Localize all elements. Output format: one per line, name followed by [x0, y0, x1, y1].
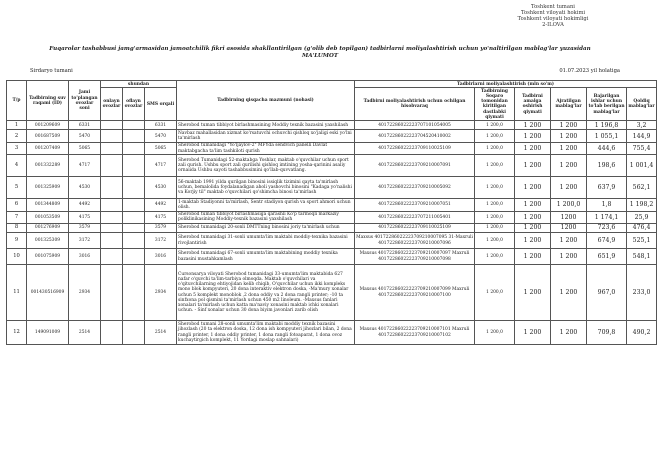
row-cost-cell: 1 200,0 [475, 177, 515, 199]
row-total-votes-cell: 5470 [69, 130, 101, 142]
row-remaining-cell: 1 001,4 [627, 155, 657, 177]
row-cost-cell: 1 200,0 [475, 224, 515, 233]
corner-line: 2-ILOVA [542, 22, 564, 28]
district-label: Sirdaryo tumani [30, 68, 73, 74]
table-row [7, 155, 657, 177]
row-number-cell: 8 [7, 224, 27, 233]
row-offline-cell [123, 177, 145, 199]
row-cost-cell: 1 200,0 [475, 211, 515, 223]
header-id: Tadbirning suv raqami (ID) [27, 81, 69, 121]
row-online-cell [101, 155, 123, 177]
row-description-cell: 1-maktab Stadiyonni ta'mirlash, Sentr stadiyon qurish va sport ahmori uchun olish. [177, 199, 355, 211]
row-total-votes-cell: 5065 [69, 142, 101, 154]
title-line: Fuqarolar tashabbusi jamg'armasidan jamoatchilik fikri asosida shakllantirilgan (g'olib deb topilgan) tadbirlarni moliyalashtirish uchun yo'naltirilgan mablag'lar yuzasidan [49, 46, 591, 52]
table-row [7, 321, 657, 345]
row-online-cell [101, 130, 123, 142]
row-sms-cell: 2934 [145, 265, 177, 321]
header-online: onlayn ovozlar [101, 88, 123, 121]
row-remaining-cell: 490,2 [627, 321, 657, 345]
row-id-cell: 001075909 [27, 249, 69, 265]
row-total-votes-cell: 4717 [69, 155, 101, 177]
row-number-cell: 12 [7, 321, 27, 345]
row-remaining-cell: 548,1 [627, 249, 657, 265]
row-total-votes-cell: 2514 [69, 321, 101, 345]
header-remaining: Qoldiq mablag'lar [627, 88, 657, 121]
row-used-cell: 637,9 [587, 177, 627, 199]
row-transferred-cell: 1 200 [551, 321, 587, 345]
row-allocated-cell: 1 200 [515, 130, 551, 142]
document-title [40, 46, 600, 60]
row-online-cell [101, 249, 123, 265]
row-allocated-cell: 1 200 [515, 211, 551, 223]
row-description-cell: Sherobod tuman tibbiyot birlashmasiga qarashli Ko'p tarmoqli markaziy poliklinikasining Moddiy-texnik bazasini yaxshilash [177, 211, 355, 223]
row-used-cell: 1 174,1 [587, 211, 627, 223]
table-row [7, 130, 657, 142]
corner-line: Toshkent viloyati hokimi [520, 10, 586, 16]
row-sms-cell: 3016 [145, 249, 177, 265]
row-number-cell: 11 [7, 265, 27, 321]
row-total-votes-cell: 4175 [69, 211, 101, 223]
row-offline-cell [123, 199, 145, 211]
header-allocated: Tadbirni amalga oshirish qiymati [515, 88, 551, 121]
row-description-cell: Sherobod tumani 28-sonli umumta'lim maktabi moddiy texnik bazasini jihozlash (20 ta elektron doska, 12 dona ish kompyuteri jihozlari bilan, 2 dona rangli printer, 1 dona oddiy printer, 1 dona rangli fotoaparat, 1 dona ovoz kuchaytirgich komplekt, 11 Yordagi moslap sahnalari) [177, 321, 355, 345]
table-row [7, 121, 657, 130]
row-allocated-cell: 1 200 [515, 199, 551, 211]
row-offline-cell [123, 142, 145, 154]
table-row [7, 249, 657, 265]
row-number-cell: 6 [7, 199, 27, 211]
row-remaining-cell: 1 198,2 [627, 199, 657, 211]
row-id-cell: 001053509 [27, 211, 69, 223]
row-offline-cell [123, 321, 145, 345]
row-account-cell: 40172286022223704520410002 [355, 130, 475, 142]
row-number-cell: 7 [7, 211, 27, 223]
row-offline-cell [123, 155, 145, 177]
row-online-cell [101, 265, 123, 321]
row-account-cell: 40172286022223709210007051 [355, 199, 475, 211]
row-total-votes-cell: 3016 [69, 249, 101, 265]
header-no: T/p [7, 81, 27, 121]
row-id-cell: 001332289 [27, 155, 69, 177]
row-id-cell: 001207409 [27, 142, 69, 154]
row-used-cell: 674,9 [587, 233, 627, 249]
row-id-cell: 001325909 [27, 177, 69, 199]
row-used-cell: 709,8 [587, 321, 627, 345]
row-id-cell: 001209609 [27, 121, 69, 130]
row-id-cell: 001687509 [27, 130, 69, 142]
row-sms-cell: 4530 [145, 177, 177, 199]
row-number-cell: 5 [7, 177, 27, 199]
row-offline-cell [123, 265, 145, 321]
row-account-cell: Maxsus 40172286022223709210007097 Maxruli 40172286022223709210007098 [355, 249, 475, 265]
row-offline-cell [123, 224, 145, 233]
row-description-cell: Sherobod tumanidagi 67-sonli umumta'lim maktabining moddiy texnika bazasini mustahkamlash [177, 249, 355, 265]
row-used-cell: 967,0 [587, 265, 627, 321]
row-account-cell: 40172286022223709110025109 [355, 224, 475, 233]
row-sms-cell: 5065 [145, 142, 177, 154]
row-offline-cell [123, 121, 145, 130]
row-transferred-cell: 1 200 [551, 130, 587, 142]
row-account-cell: 40172286022223709210005092 [355, 177, 475, 199]
table-row [7, 224, 657, 233]
row-sms-cell: 4492 [145, 199, 177, 211]
header-sms: SMS orqali [145, 88, 177, 121]
row-id-cell: 001430516909 [27, 265, 69, 321]
row-cost-cell: 1 200,0 [475, 249, 515, 265]
row-online-cell [101, 142, 123, 154]
row-id-cell: 149091009 [27, 321, 69, 345]
header-funding-group: Tadbirlarni moliyalashtirish (mln so'm) [355, 81, 657, 88]
row-remaining-cell: 233,0 [627, 265, 657, 321]
row-remaining-cell: 25,9 [627, 211, 657, 223]
header-account: Tadbirni moliyalashtirish uchun ochilgan hisobvaraq [355, 88, 475, 121]
row-cost-cell: 1 200,0 [475, 321, 515, 345]
row-description-cell: Sherobod tumanidagi "Yo'ljaylov-2" MFYda sendvich panelli Davlat maktabgacha ta'lim tashkiloti qurish [177, 142, 355, 154]
row-total-votes-cell: 6331 [69, 121, 101, 130]
row-sms-cell: 3172 [145, 233, 177, 249]
row-remaining-cell: 562,1 [627, 177, 657, 199]
table-row [7, 233, 657, 249]
row-used-cell: 1 055,1 [587, 130, 627, 142]
row-remaining-cell: 525,1 [627, 233, 657, 249]
row-offline-cell [123, 249, 145, 265]
row-sms-cell: 6331 [145, 121, 177, 130]
table-row [7, 177, 657, 199]
row-total-votes-cell: 4530 [69, 177, 101, 199]
row-offline-cell [123, 130, 145, 142]
row-used-cell: 651,9 [587, 249, 627, 265]
row-sms-cell: 2514 [145, 321, 177, 345]
row-remaining-cell: 144,9 [627, 130, 657, 142]
row-online-cell [101, 224, 123, 233]
row-allocated-cell: 1 200 [515, 249, 551, 265]
header-offline: oflayn ovozlar [123, 88, 145, 121]
row-sms-cell: 3579 [145, 224, 177, 233]
row-transferred-cell: 1 200 [551, 142, 587, 154]
row-description-cell: Sherobod tumanidagi 31-sonli umumta'lim maktabi moddiy-texnika bazasini rivojlantirish [177, 233, 355, 249]
row-total-votes-cell: 4492 [69, 199, 101, 211]
header-cost: Tadbirning Soqaro tomonidan kiritilgan dastlabki qiymati [475, 88, 515, 121]
row-number-cell: 2 [7, 130, 27, 142]
row-remaining-cell: 476,4 [627, 224, 657, 233]
row-account-cell: Maxsus 40172286022223709210007101 Maxruli 40172286022223709210007102 [355, 321, 475, 345]
row-cost-cell: 1 200,0 [475, 142, 515, 154]
row-allocated-cell: 1 200 [515, 177, 551, 199]
row-transferred-cell: 1200 [551, 224, 587, 233]
title-subline: MA'LUMOT [302, 53, 338, 59]
row-online-cell [101, 233, 123, 249]
row-online-cell [101, 321, 123, 345]
header-shundan: shundan [101, 81, 177, 88]
row-description-cell: Sherobod tuman tibbiyot birlashmasining Moddiy texnik bazasini yaxshilash [177, 121, 355, 130]
corner-line: Toshkent viloyati hokimligi [517, 16, 589, 22]
row-number-cell: 1 [7, 121, 27, 130]
header-total-votes: Jami to'plangan ovozlar soni [69, 81, 101, 121]
row-account-cell: Maxsus 40172286022223709210007099 Maxruli 40172286022223709210007100 [355, 265, 475, 321]
row-cost-cell: 1 200,0 [475, 155, 515, 177]
row-total-votes-cell: 3579 [69, 224, 101, 233]
row-online-cell [101, 199, 123, 211]
row-id-cell: 001344809 [27, 199, 69, 211]
row-account-cell: 40172286022223707211005401 [355, 211, 475, 223]
row-description-cell: Navbaz mahallasidan xizmat ko'rsatuvchi ochuvchi qishloq xo'jaligi eski yo'lni ta'mirlash [177, 130, 355, 142]
row-cost-cell: 1 200,0 [475, 199, 515, 211]
row-online-cell [101, 121, 123, 130]
row-allocated-cell: 1 200 [515, 224, 551, 233]
row-remaining-cell: 3,2 [627, 121, 657, 130]
row-total-votes-cell: 2934 [69, 265, 101, 321]
row-offline-cell [123, 211, 145, 223]
row-number-cell: 3 [7, 142, 27, 154]
funding-table [6, 80, 657, 345]
row-transferred-cell: 1 200 [551, 155, 587, 177]
row-cost-cell: 1 200,0 [475, 233, 515, 249]
row-cost-cell: 1 200,0 [475, 265, 515, 321]
row-used-cell: 1 196,8 [587, 121, 627, 130]
header-transferred: Ajratilgan mablag'lar [551, 88, 587, 121]
corner-line: Toshkent tumani [531, 4, 575, 10]
row-total-votes-cell: 3172 [69, 233, 101, 249]
row-allocated-cell: 1 200 [515, 321, 551, 345]
table-row [7, 199, 657, 211]
row-transferred-cell: 1 200 [551, 177, 587, 199]
row-allocated-cell: 1 200 [515, 233, 551, 249]
row-online-cell [101, 211, 123, 223]
row-transferred-cell: 1 200 [551, 233, 587, 249]
row-used-cell: 198,6 [587, 155, 627, 177]
row-cost-cell: 1 200,0 [475, 130, 515, 142]
table-row [7, 211, 657, 223]
row-used-cell: 1,8 [587, 199, 627, 211]
row-account-cell: Maxsus 40172286022223709210007095 31-Maxruli 40172286022223709210007096 [355, 233, 475, 249]
row-sms-cell: 4717 [145, 155, 177, 177]
row-allocated-cell: 1 200 [515, 155, 551, 177]
corner-note [478, 4, 628, 28]
row-used-cell: 723,6 [587, 224, 627, 233]
row-transferred-cell: 1 200,0 [551, 199, 587, 211]
table-row [7, 265, 657, 321]
row-cost-cell: 1 200,0 [475, 121, 515, 130]
row-number-cell: 4 [7, 155, 27, 177]
header-description: Tadbirning qisqacha mazmuni (nohasi) [177, 81, 355, 121]
row-account-cell: 40172286022223707101054005 [355, 121, 475, 130]
row-online-cell [101, 177, 123, 199]
table-row [7, 142, 657, 154]
row-description-cell: 56-maktab 1991 yilda qurilgan binosini issiqlik tizimini qayta ta'mirlash uchun, bemalolida foydalanadigan aholi yashovchi binosini "Kadaga yo'nalishi va Korjiy til" maktab o'quvchilari qo'shimcha binosi ta'mirlash [177, 177, 355, 199]
row-allocated-cell: 1 200 [515, 121, 551, 130]
row-transferred-cell: 1 200 [551, 249, 587, 265]
row-number-cell: 10 [7, 249, 27, 265]
row-description-cell: Sherobod tumanidagi 20-sonli DMTTning binosini joriy ta'mirlash uchun [177, 224, 355, 233]
row-account-cell: 40172286022223709210007091 [355, 155, 475, 177]
row-description-cell: Cursonsarya viloyati Sherobod tumanidagi 33-umumta'lim maktabida 627 nafar o'quvchi ta'lim-tarbiya olmoqda. Maktab o'quvchilari va o'qituvchilarning ehtiyojidan kelib chiqib, O'quvchilar uchun ikki kompleks mono blok kompyuteri, 20 dona interaktiv elektron doska, -Ma'mury xonalar uchun 5 komplekt monoblok ,2 dona oddiy va 2 dona rangli printer; -10 ta sinfxona pol qismini ta'mirlash uchun 450 m2 linoleum. -Maxsus fanlari xonalari ta'mirlash uchun katta ma'naviy xonasini maktab ichki xonalari uchun. - Sinf xonalar uchun 30 dona biyim javonlari zarib olish [177, 265, 355, 321]
row-offline-cell [123, 233, 145, 249]
row-number-cell: 9 [7, 233, 27, 249]
row-id-cell: 001325309 [27, 233, 69, 249]
row-sms-cell: 4175 [145, 211, 177, 223]
row-id-cell: 001276909 [27, 224, 69, 233]
row-sms-cell: 5470 [145, 130, 177, 142]
row-used-cell: 444,6 [587, 142, 627, 154]
header-used: Bajarilgan ishlar uchun to'lab berilgan mablag'lar [587, 88, 627, 121]
row-transferred-cell: 1 200 [551, 121, 587, 130]
row-remaining-cell: 755,4 [627, 142, 657, 154]
row-allocated-cell: 1 200 [515, 142, 551, 154]
row-account-cell: 40172286022223709110025109 [355, 142, 475, 154]
date-label: 01.07.2023 yil holatiga [559, 68, 620, 74]
row-description-cell: Sherobod Tumanidagi 52-maktabga Yoshlar, maktab o'quvchilar uchun sport zali qurish. Ushbu sport zali qurilishi qishloq imtining yosha-qarinini asaliy ornaiida Ushbu sayoti tashabbusimini qo'llab-quvvatlang. [177, 155, 355, 177]
row-allocated-cell: 1 200 [515, 265, 551, 321]
table-body [7, 121, 657, 345]
row-transferred-cell: 1 200 [551, 265, 587, 321]
row-transferred-cell: 1200 [551, 211, 587, 223]
